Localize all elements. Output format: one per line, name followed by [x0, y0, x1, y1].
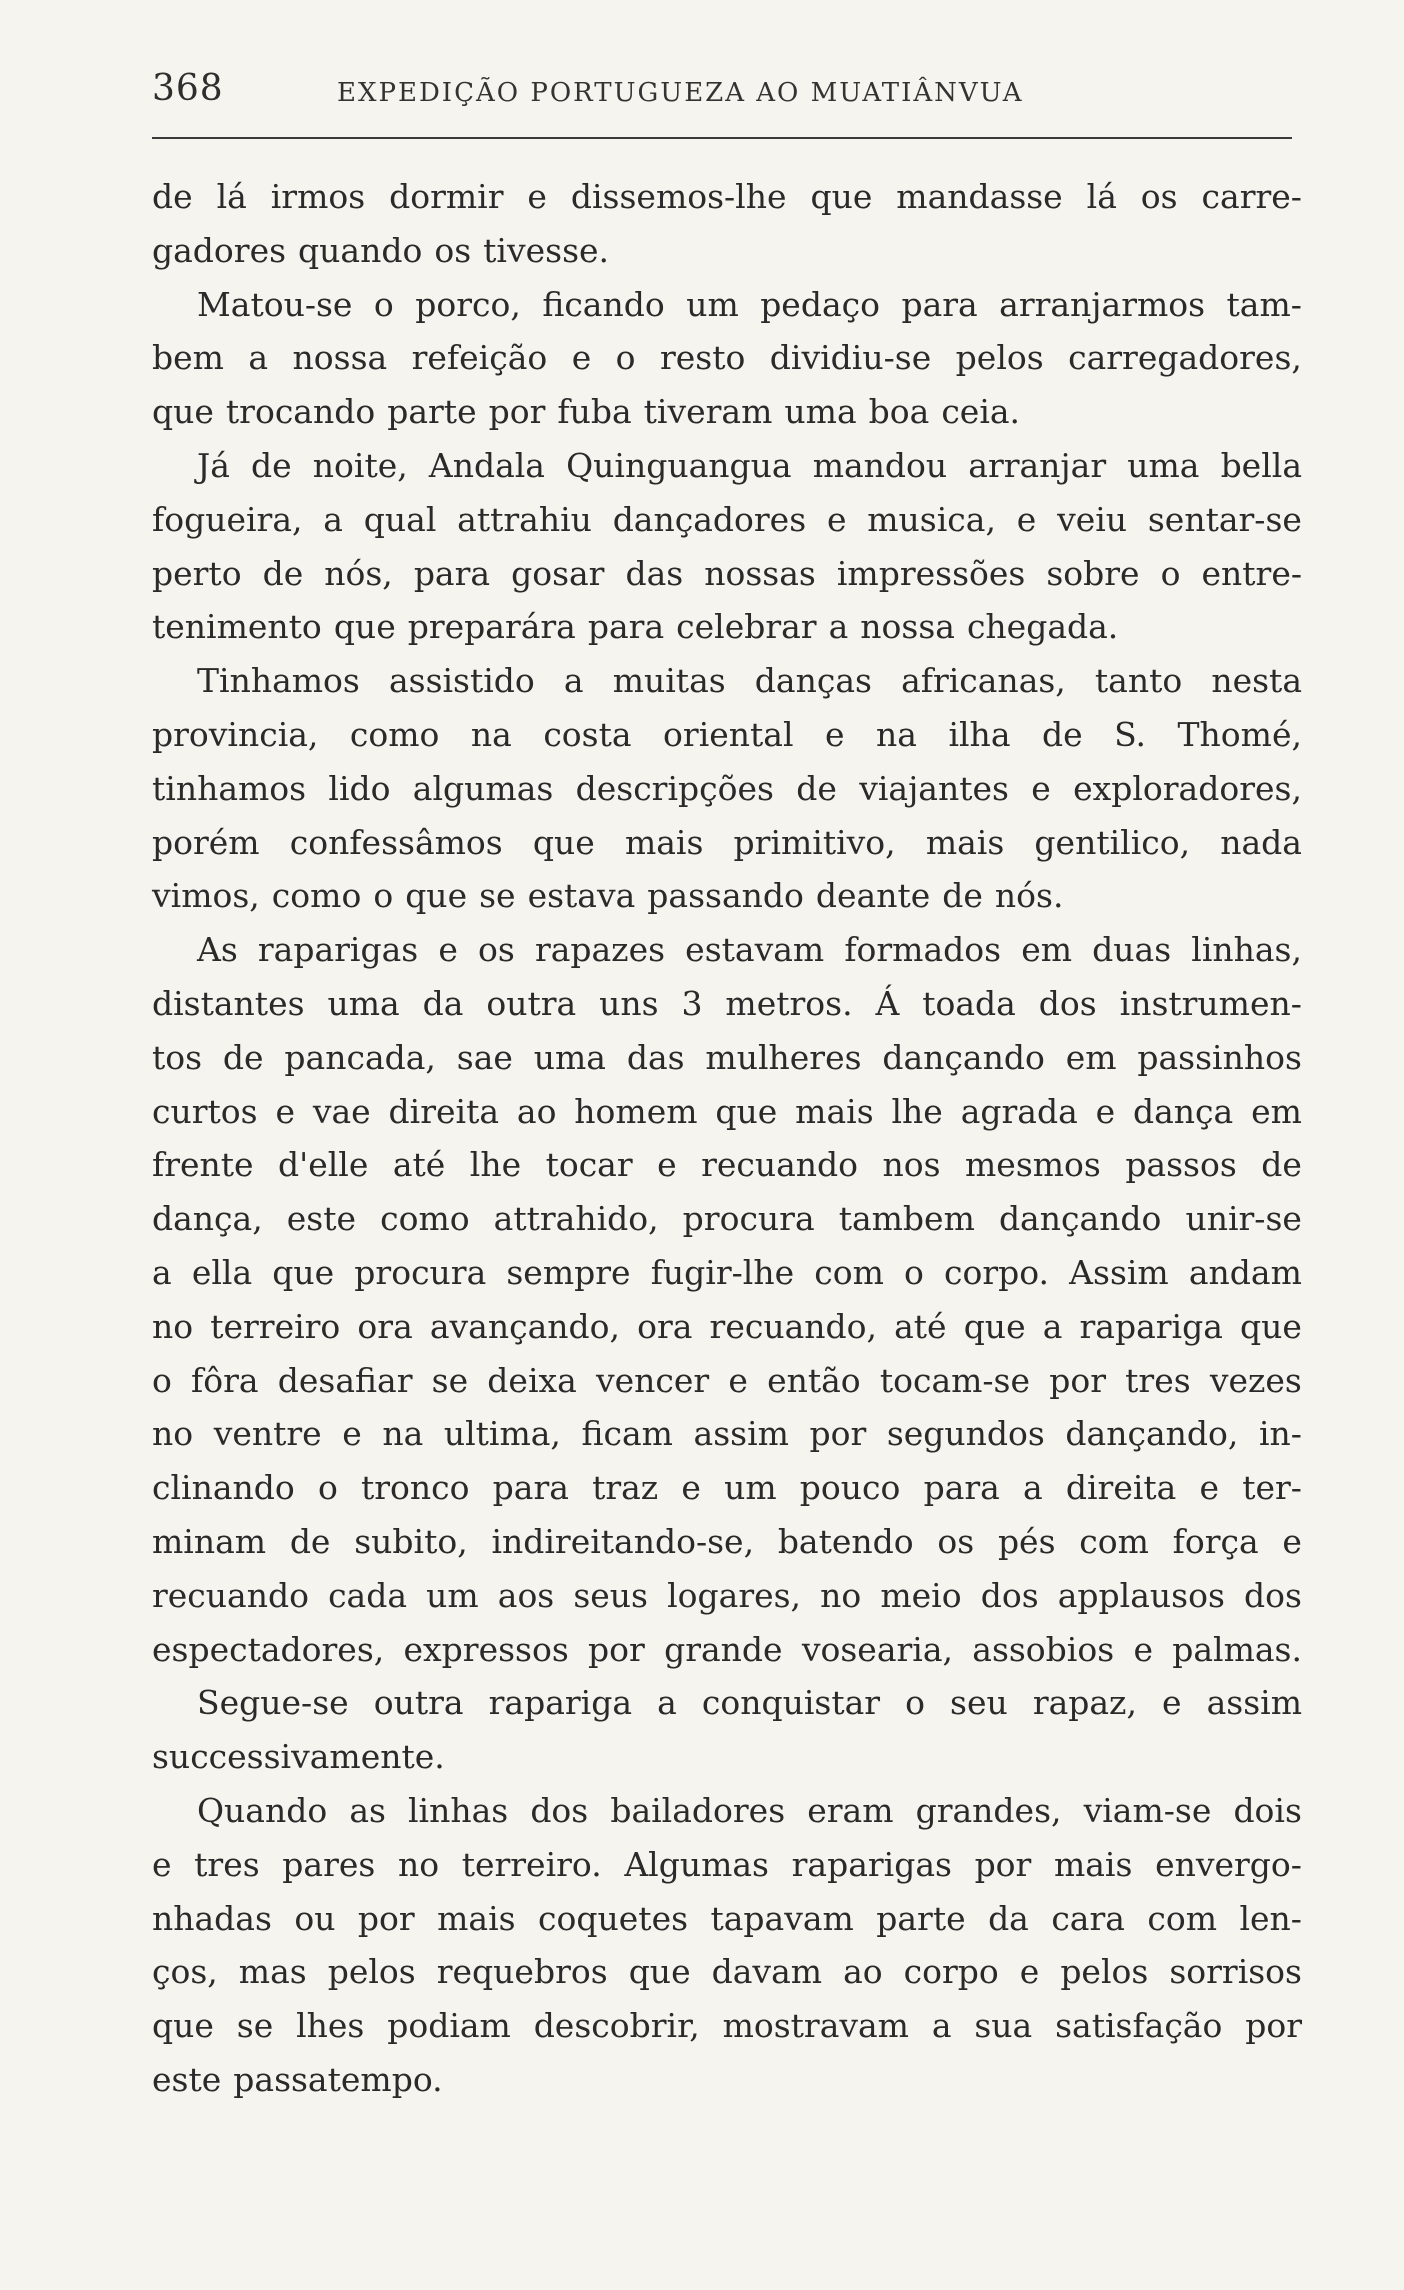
- text-line: no ventre e na ultima, ficam assim por segundos dançando, in-: [152, 1414, 1302, 1454]
- text-line: o fôra desafiar se deixa vencer e então tocam-se por tres vezes: [152, 1360, 1302, 1400]
- text-line: este passatempo.: [152, 2059, 443, 2099]
- text-line: tos de pancada, sae uma das mulheres dançando em passinhos: [152, 1037, 1302, 1077]
- text-line: tinhamos lido algumas descripções de viajantes e exploradores,: [152, 768, 1302, 808]
- body-text: [152, 170, 1302, 2107]
- text-line: tenimento que preparára para celebrar a nossa chegada.: [152, 607, 1119, 647]
- text-line: espectadores, expressos por grande vosearia, assobios e palmas.: [152, 1629, 1302, 1669]
- text-line: distantes uma da outra uns 3 metros. Á toada dos instrumen-: [152, 983, 1302, 1023]
- text-line: fogueira, a qual attrahiu dançadores e musica, e veiu sentar-se: [152, 499, 1302, 539]
- text-line: perto de nós, para gosar das nossas impressões sobre o entre-: [152, 553, 1302, 593]
- text-line: vimos, como o que se estava passando deante de nós.: [152, 876, 1064, 916]
- text-line: Tinhamos assistido a muitas danças africanas, tanto nesta: [197, 661, 1302, 701]
- text-line: no terreiro ora avançando, ora recuando, até que a rapariga que: [152, 1306, 1302, 1346]
- text-line: que se lhes podiam descobrir, mostravam a sua satisfação por: [152, 2006, 1302, 2046]
- text-line: e tres pares no terreiro. Algumas raparigas por mais envergo-: [152, 1844, 1302, 1884]
- text-line: ços, mas pelos requebros que davam ao corpo e pelos sorrisos: [152, 1952, 1302, 1992]
- text-line: clinando o tronco para traz e um pouco para a direita e ter-: [152, 1468, 1302, 1508]
- text-line: frente d'elle até lhe tocar e recuando nos mesmos passos de: [152, 1145, 1302, 1185]
- text-line: Quando as linhas dos bailadores eram grandes, viam-se dois: [197, 1790, 1302, 1830]
- running-title: EXPEDIÇÃO PORTUGUEZA AO MUATIÂNVUA: [337, 78, 1024, 108]
- page-number: 368: [152, 68, 224, 109]
- text-line: bem a nossa refeição e o resto dividiu-se pelos carregadores,: [152, 338, 1302, 378]
- text-line: dança, este como attrahido, procura tambem dançando unir-se: [152, 1199, 1302, 1239]
- text-line: nhadas ou por mais coquetes tapavam parte da cara com len-: [152, 1898, 1302, 1938]
- text-line: porém confessâmos que mais primitivo, mais gentilico, nada: [152, 822, 1302, 862]
- text-line: de lá irmos dormir e dissemos-lhe que mandasse lá os carre-: [152, 177, 1302, 216]
- text-line: successivamente.: [152, 1737, 445, 1777]
- text-line: recuando cada um aos seus logares, no meio dos applausos dos: [152, 1575, 1302, 1615]
- text-line: minam de subito, indireitando-se, batendo os pés com força e: [152, 1521, 1302, 1561]
- running-head: [152, 68, 1302, 128]
- text-line: provincia, como na costa oriental e na ilha de S. Thomé,: [152, 714, 1302, 754]
- text-line: As raparigas e os rapazes estavam formados em duas linhas,: [197, 930, 1302, 970]
- text-line: a ella que procura sempre fugir-lhe com o corpo. Assim andam: [152, 1252, 1302, 1292]
- text-line: Já de noite, Andala Quinguangua mandou arranjar uma bella: [197, 445, 1302, 485]
- text-line: que trocando parte por fuba tiveram uma boa ceia.: [152, 392, 1021, 432]
- text-line: gadores quando os tivesse.: [152, 230, 610, 270]
- header-rule: [152, 137, 1292, 139]
- text-line: Matou-se o porco, ficando um pedaço para arranjarmos tam-: [197, 284, 1302, 324]
- text-line: Segue-se outra rapariga a conquistar o seu rapaz, e assim: [197, 1683, 1302, 1723]
- text-line: curtos e vae direita ao homem que mais lhe agrada e dança em: [152, 1091, 1302, 1131]
